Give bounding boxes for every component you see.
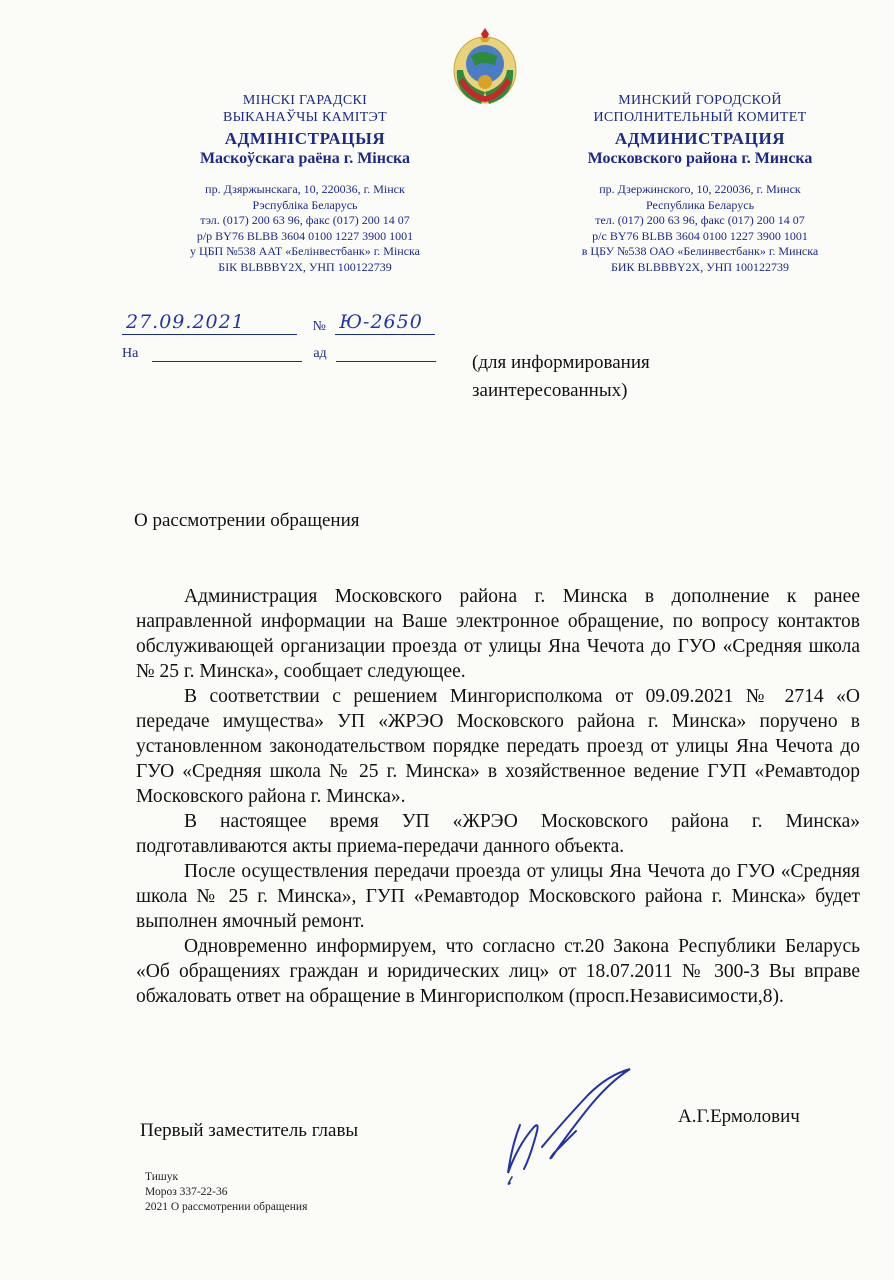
reference-line [122, 343, 436, 362]
district-name: Маскоўскага раёна г. Мінска [199, 150, 411, 167]
phone-fax: тел. (017) 200 63 96, факс (017) 200 14 07 [595, 213, 805, 227]
executor-footer [145, 1170, 307, 1215]
body-paragraph: После осуществления передачи проезда от улицы Яна Чечота до ГУО «Средняя школа № 25 г. Минска», ГУП «Ремавтодор Московского района г. Минска» будет выполнен ямочный ремонт. [136, 861, 860, 932]
body-paragraph: Одновременно информируем, что согласно ст.20 Закона Республики Беларусь «Об обращениях граждан и юридических лиц» от 18.07.2011 № 300-З Вы вправе обжаловать ответ на обращение в Мингорисполком (просп.Независимости,8). [136, 936, 860, 1007]
org-name-line1: МИНСКИЙ ГОРОДСКОЙ [618, 93, 782, 108]
bank-name: в ЦБУ №538 ОАО «Белинвестбанк» г. Минска [581, 244, 819, 258]
contact-block [135, 182, 475, 275]
number-field [335, 311, 435, 335]
address: пр. Дзержинского, 10, 220036, г. Минск [599, 182, 801, 196]
signatory-name: А.Г.Ермолович [678, 1106, 800, 1127]
reference-date-field [152, 343, 302, 362]
body-paragraph: Администрация Московского района г. Минска в дополнение к ранее направленной информации на Ваше электронное обращение, по вопросу контактов обслуживающей организации проезда от улицы Яна Чечота до ГУО «Средняя школа № 25 г. Минска», сообщает следующее. [136, 586, 860, 682]
from-label: ад [313, 346, 327, 361]
registration-line [122, 311, 435, 335]
date-field [122, 311, 297, 335]
address: пр. Дзяржынскага, 10, 220036, г. Мінск [205, 182, 405, 196]
bank-account: р/р BY76 BLBB 3604 0100 1227 3900 1001 [196, 228, 414, 243]
reference-number-field [336, 343, 436, 362]
country: Республика Беларусь [645, 197, 755, 212]
org-name-line1: МІНСКІ ГАРАДСКІ [242, 93, 368, 108]
recipient-block [472, 349, 650, 405]
handwritten-date: 27.09.2021 [126, 311, 245, 333]
signatory-title: Первый заместитель главы [140, 1120, 359, 1141]
document-file-name: 2021 О рассмотрении обращения [145, 1201, 308, 1213]
on-label: На [122, 346, 139, 361]
executor-name: Тишук [145, 1171, 179, 1183]
letter-subject: О рассмотрении обращения [134, 510, 360, 531]
bank-codes: БИК BLBBBY2X, УНП 100122739 [610, 259, 790, 274]
district-name: Московского района г. Минска [587, 150, 813, 167]
recipient-line1: (для информирования [472, 352, 650, 373]
org-name-line2: ИСПОЛНИТЕЛЬНЫЙ КОМИТЕТ [593, 110, 807, 125]
letterhead-russian [530, 92, 870, 275]
body-paragraph: В соответствии с решением Мингорисполкома от 09.09.2021 № 2714 «О передаче имущества» УП «ЖРЭО Московского района г. Минска» поручено в установленном законодательством порядке передать проезд от улицы Яна Чечота до ГУО «Средняя школа № 25 г. Минска» в хозяйственное ведение ГУП «Ремавтодор Московского района г. Минска». [136, 686, 860, 807]
handwritten-number: Ю-2650 [339, 311, 423, 333]
administration-title: АДМІНІСТРАЦЫЯ [224, 129, 386, 148]
contact-block [530, 182, 870, 275]
handwritten-signature-icon [490, 1065, 640, 1190]
country: Рэспубліка Беларусь [252, 197, 358, 212]
body-paragraph: В настоящее время УП «ЖРЭО Московского района г. Минска» подготавливаются акты приема-передачи данного объекта. [136, 811, 860, 857]
administration-title: АДМИНИСТРАЦИЯ [614, 129, 786, 148]
letterhead-belarusian [135, 92, 475, 275]
letter-body [136, 584, 860, 1009]
number-label: № [312, 319, 326, 334]
recipient-line2: заинтересованных) [472, 380, 628, 401]
bank-name: у ЦБП №538 ААТ «Белінвестбанк» г. Мінска [189, 244, 420, 258]
phone-fax: тэл. (017) 200 63 96, факс (017) 200 14 07 [200, 213, 410, 227]
bank-account: р/с BY76 BLBB 3604 0100 1227 3900 1001 [592, 228, 808, 243]
bank-codes: БІК BLBBBY2X, УНП 100122739 [218, 259, 392, 274]
executor-phone: Мороз 337-22-36 [145, 1186, 228, 1198]
org-name-line2: ВЫКАНАЎЧЫ КАМІТЭТ [223, 110, 387, 125]
